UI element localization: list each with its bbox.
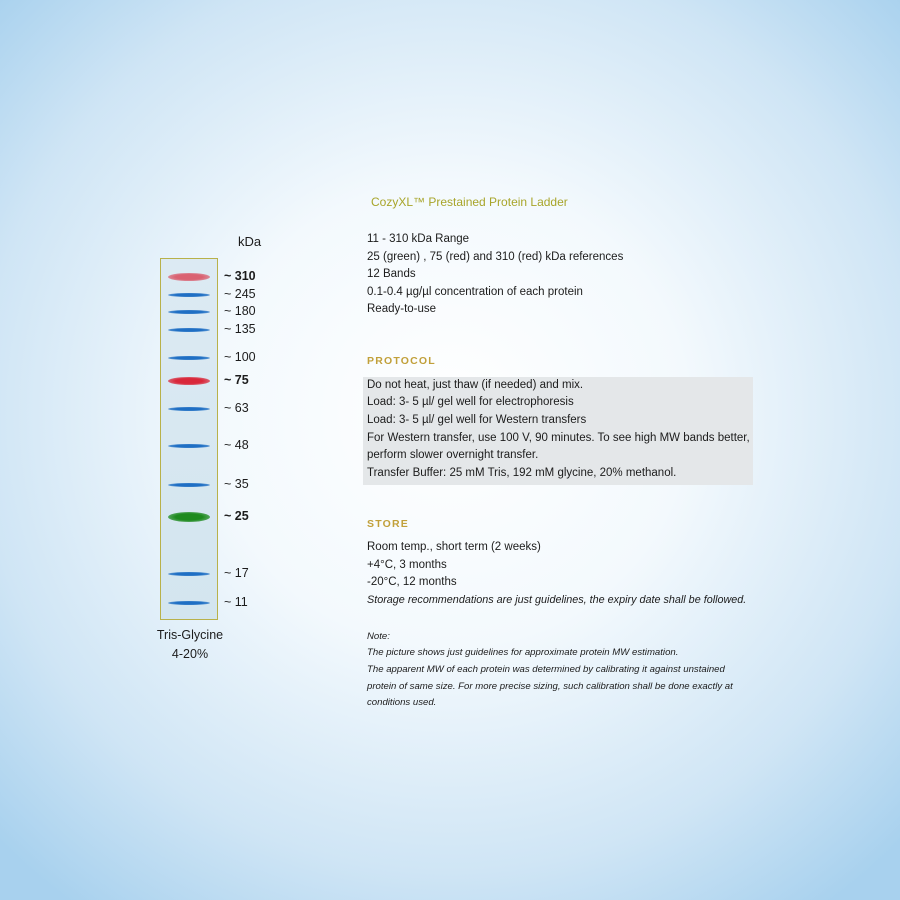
- kda-unit-label: kDa: [238, 234, 262, 249]
- ladder-band-48: [168, 444, 210, 448]
- note-line: The apparent MW of each protein was determined by calibrating it against unstained: [367, 664, 725, 675]
- feature-line: 11 - 310 kDa Range: [367, 233, 470, 245]
- protocol-line: Transfer Buffer: 25 mM Tris, 192 mM glycine, 20% methanol.: [367, 467, 677, 479]
- gel-caption-percent: 4-20%: [171, 647, 209, 661]
- gel-caption-buffer: Tris-Glycine: [156, 628, 224, 642]
- mw-label-11: ~ 11: [224, 595, 248, 609]
- gel-caption: [140, 626, 240, 664]
- gel-lane: [160, 258, 218, 620]
- protocol-line: Load: 3- 5 µl/ gel well for Western transfers: [367, 414, 587, 426]
- protocol-line: Do not heat, just thaw (if needed) and mix.: [367, 379, 584, 391]
- ladder-band-11: [168, 601, 210, 605]
- ladder-band-245: [168, 293, 210, 297]
- product-title: CozyXL™ Prestained Protein Ladder: [371, 195, 568, 209]
- note-line: conditions used.: [367, 697, 437, 708]
- store-line: Room temp., short term (2 weeks): [367, 541, 541, 553]
- ladder-band-135: [168, 328, 210, 332]
- mw-label-310: ~ 310: [224, 269, 256, 283]
- protocol-heading: PROTOCOL: [367, 355, 436, 367]
- ladder-band-100: [168, 356, 210, 360]
- ladder-band-35: [168, 483, 210, 487]
- mw-label-48: ~ 48: [224, 438, 249, 452]
- protocol-line: Load: 3- 5 µl/ gel well for electrophoresis: [367, 396, 574, 408]
- mw-label-135: ~ 135: [224, 322, 256, 336]
- protocol-line: perform slower overnight transfer.: [367, 449, 539, 461]
- ladder-band-17: [168, 572, 210, 576]
- ladder-band-25: [168, 512, 210, 522]
- note-heading: Note:: [367, 631, 390, 642]
- mw-label-17: ~ 17: [224, 566, 249, 580]
- feature-line: 12 Bands: [367, 268, 416, 280]
- protocol-line: For Western transfer, use 100 V, 90 minutes. To see high MW bands better,: [367, 432, 750, 444]
- ladder-band-310: [168, 273, 210, 281]
- store-line: -20°C, 12 months: [367, 576, 457, 588]
- store-line: +4°C, 3 months: [367, 559, 447, 571]
- mw-label-75: ~ 75: [224, 373, 249, 387]
- feature-line: 25 (green) , 75 (red) and 310 (red) kDa references: [367, 251, 624, 263]
- note-line: The picture shows just guidelines for approximate protein MW estimation.: [367, 647, 679, 658]
- mw-label-180: ~ 180: [224, 304, 256, 318]
- mw-label-25: ~ 25: [224, 509, 249, 523]
- feature-line: Ready-to-use: [367, 303, 437, 315]
- feature-line: 0.1-0.4 µg/µl concentration of each protein: [367, 286, 583, 298]
- note-line: protein of same size. For more precise sizing, such calibration shall be done exactly at: [367, 681, 733, 692]
- mw-label-245: ~ 245: [224, 287, 256, 301]
- ladder-band-75: [168, 377, 210, 385]
- mw-label-100: ~ 100: [224, 350, 256, 364]
- store-heading: STORE: [367, 518, 409, 530]
- mw-label-35: ~ 35: [224, 477, 249, 491]
- mw-label-63: ~ 63: [224, 401, 249, 415]
- store-disclaimer: Storage recommendations are just guidelines, the expiry date shall be followed.: [367, 594, 747, 606]
- ladder-band-180: [168, 310, 210, 314]
- ladder-band-63: [168, 407, 210, 411]
